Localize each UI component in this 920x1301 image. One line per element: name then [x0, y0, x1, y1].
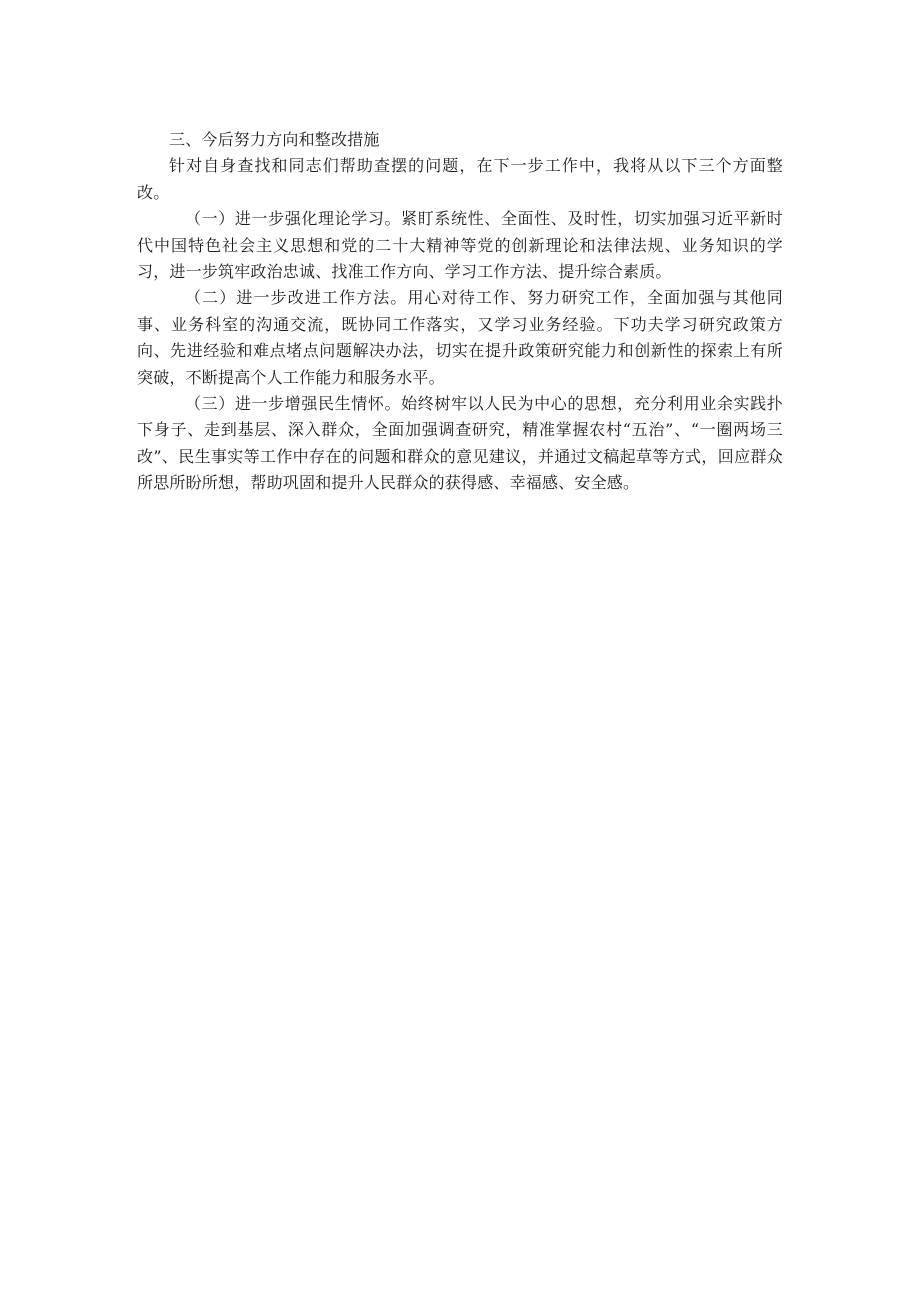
measure-paragraph-1: （一）进一步强化理论学习。紧盯系统性、全面性、及时性，切实加强习近平新时代中国特色社会主义思想和党的二十大精神等党的创新理论和法律法规、业务知识的学习，进一步筑牢政治忠诚、找准工作方向、学习工作方法、提升综合素质。 — [137, 209, 783, 282]
document-body — [137, 127, 783, 497]
measure-paragraph-3: （三）进一步增强民生情怀。始终树牢以人民为中心的思想，充分利用业余实践扑下身子、走到基层、深入群众，全面加强调查研究，精准掌握农村“五治”、“一圈两场三改”、民生事实等工作中存在的问题和群众的意见建议，并通过文稿起草等方式，回应群众所思所盼所想，帮助巩固和提升人民群众的获得感、幸福感、安全感。 — [137, 394, 783, 493]
measure-paragraph-2: （二）进一步改进工作方法。用心对待工作、努力研究工作，全面加强与其他同事、业务科室的沟通交流，既协同工作落实，又学习业务经验。下功夫学习研究政策方向、先进经验和难点堵点问题解决办法，切实在提升政策研究能力和创新性的探索上有所突破，不断提高个人工作能力和服务水平。 — [137, 288, 783, 387]
intro-paragraph: 针对自身查找和同志们帮助查摆的问题，在下一步工作中，我将从以下三个方面整改。 — [137, 156, 783, 202]
section-heading: 三、今后努力方向和整改措施 — [169, 130, 380, 149]
